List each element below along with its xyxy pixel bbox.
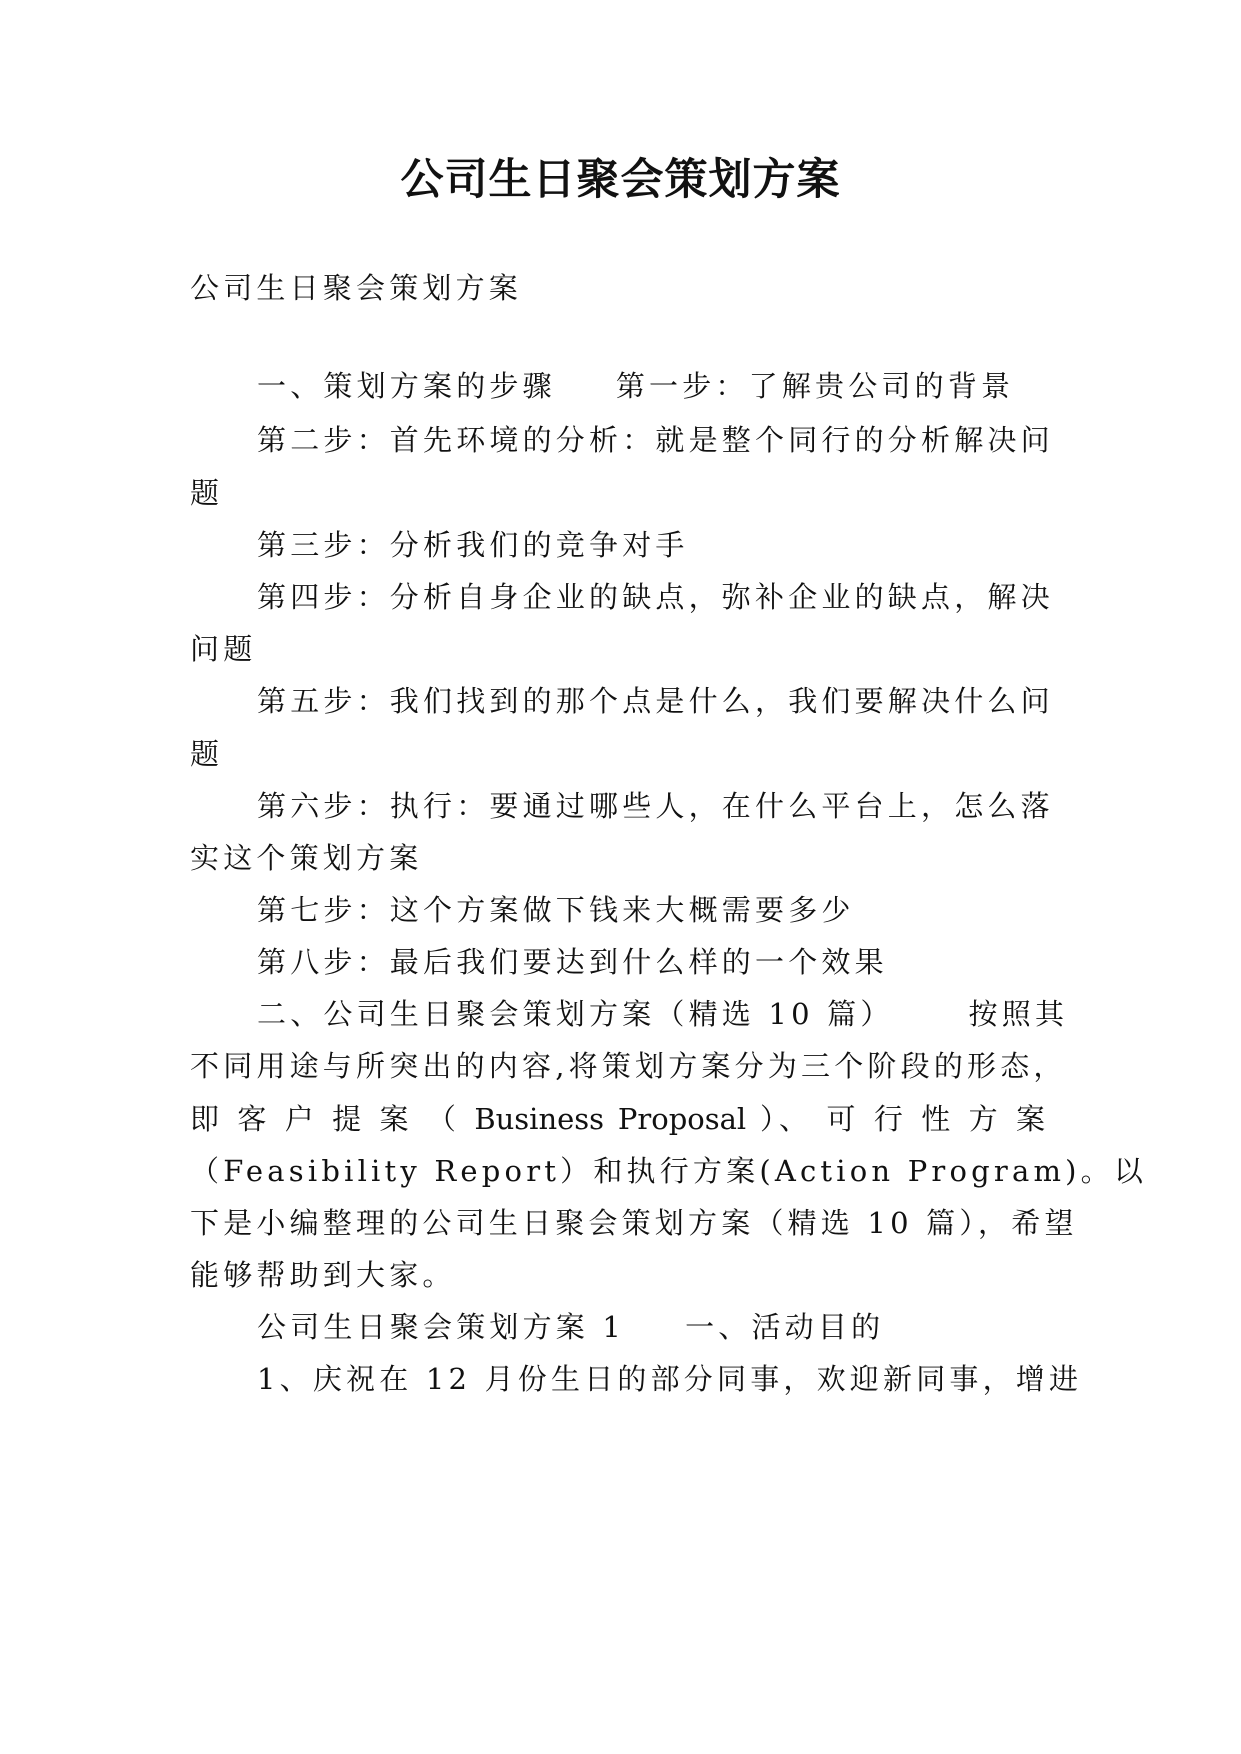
paragraph-line: （Feasibility Report）和执行方案(Action Program)。以 [190,1154,1148,1188]
text-span: 按照其 [968,997,1069,1031]
section-heading: 公司生日聚会策划方案 1 [257,1310,626,1344]
section-heading: 一、策划方案的步骤 [257,369,556,403]
paragraph-line: 第五步：我们找到的那个点是什么，我们要解决什么问 [257,684,1054,718]
paragraph-line [257,1307,884,1347]
paragraph-line: 能够帮助到大家。 [190,1258,456,1292]
paragraph-line: 不同用途与所突出的内容,将策划方案分为三个阶段的形态， [190,1049,1067,1083]
paragraph-line: 问题 [190,632,257,666]
paragraph-line: 题 [190,737,224,771]
document-subtitle: 公司生日聚会策划方案 [190,271,523,305]
paragraph-line: 下是小编整理的公司生日聚会策划方案（精选 10 篇），希望 [190,1206,1078,1240]
section-heading: 二、公司生日聚会策划方案（精选 10 篇） [257,997,894,1031]
paragraph-line: 第七步：这个方案做下钱来大概需要多少 [257,893,855,927]
paragraph-line [257,994,1068,1034]
paragraph-line: 第六步：执行：要通过哪些人，在什么平台上，怎么落 [257,789,1054,823]
paragraph-line: 第八步：最后我们要达到什么样的一个效果 [257,945,888,979]
text-span: 一、活动目的 [685,1310,885,1344]
text-span: 第一步：了解贵公司的背景 [615,369,1015,403]
paragraph-line: 1、庆祝在 12 月份生日的部分同事，欢迎新同事，增进 [257,1362,1083,1396]
paragraph-line: 即 客 户 提 案 （ Business Proposal ）、 可 行 性 方 案 [190,1102,1045,1136]
paragraph-line: 题 [190,476,224,510]
document-title: 公司生日聚会策划方案 [400,155,841,205]
paragraph-line: 第二步：首先环境的分析：就是整个同行的分析解决问 [257,423,1054,457]
paragraph-line [257,366,1014,406]
paragraph-line: 实这个策划方案 [190,841,423,875]
paragraph-line: 第三步：分析我们的竞争对手 [257,528,689,562]
paragraph-line: 第四步：分析自身企业的缺点，弥补企业的缺点，解决 [257,580,1054,614]
